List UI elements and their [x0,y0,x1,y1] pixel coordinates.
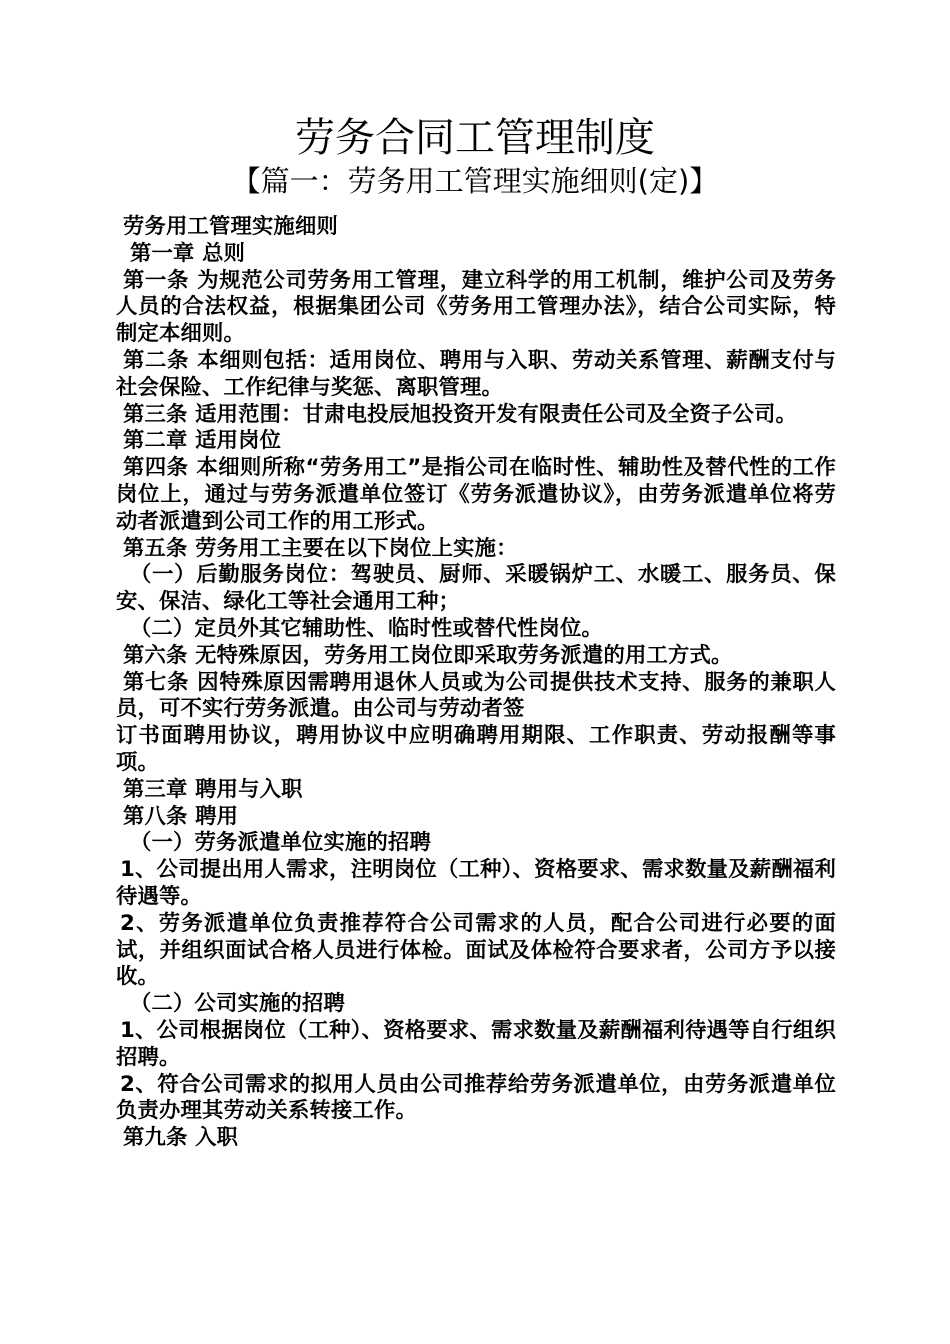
list-item: （二）定员外其它辅助性、临时性或替代性岗位。 [130,615,603,641]
article-paragraph: 第二条 本细则包括：适用岗位、聘用与入职、劳动关系管理、薪酬支付与社会保险、工作纪律与奖惩、离职管理。 [116,347,836,400]
article-heading: 第九条 入职 [123,1125,239,1151]
section-heading: 劳务用工管理实施细则 [123,214,338,239]
list-item: 2、劳务派遣单位负责推荐符合公司需求的人员，配合公司进行必要的面试，并组织面试合格人员进行体检。面试及体检符合要求者，公司方予以接收。 [116,910,836,990]
document-title: 劳务合同工管理制度 [295,115,655,161]
chapter-heading: 第二章 适用岗位 [123,428,282,454]
document-body [116,214,836,1152]
article-paragraph: 第六条 无特殊原因，劳务用工岗位即采取劳务派遣的用工方式。 [123,642,733,668]
article-paragraph: 第三条 适用范围：甘肃电投辰旭投资开发有限责任公司及全资子公司。 [123,401,798,427]
article-paragraph: 第七条 因特殊原因需聘用退休人员或为公司提供技术支持、服务的兼职人员，可不实行劳务派遣。由公司与劳动者签 [116,669,836,722]
article-heading: 第八条 聘用 [123,803,239,829]
article-paragraph: 第一条 为规范公司劳务用工管理，建立科学的用工机制，维护公司及劳务人员的合法权益，根据集团公司《劳务用工管理办法》，结合公司实际，特制定本细则。 [116,267,836,347]
list-item: 1、公司提出用人需求，注明岗位（工种）、资格要求、需求数量及薪酬福利待遇等。 [116,857,836,909]
document-subtitle: 【篇一：劳务用工管理实施细则(定)】 [231,164,719,198]
list-item: （一）后勤服务岗位：驾驶员、厨师、采暖锅炉工、水暖工、服务员、保安、保洁、绿化工等社会通用工种； [116,562,836,615]
list-item: （二）公司实施的招聘 [130,991,345,1017]
list-item: 1、公司根据岗位（工种）、资格要求、需求数量及薪酬福利待遇等自行组织招聘。 [116,1017,836,1070]
article-paragraph: 第四条 本细则所称“劳务用工”是指公司在临时性、辅助性及替代性的工作岗位上，通过与劳务派遣单位签订《劳务派遣协议》，由劳务派遣单位将劳动者派遣到公司工作的用工形式。 [116,455,836,534]
article-paragraph: 订书面聘用协议，聘用协议中应明确聘用期限、工作职责、劳动报酬等事项。 [116,723,836,775]
chapter-heading: 第三章 聘用与入职 [123,776,303,802]
chapter-heading: 第一章 总则 [130,240,246,266]
article-paragraph: 第五条 劳务用工主要在以下岗位上实施： [123,535,518,561]
list-item: （一）劳务派遣单位实施的招聘 [130,830,431,856]
list-item: 2、符合公司需求的拟用人员由公司推荐给劳务派遣单位，由劳务派遣单位负责办理其劳动关系转接工作。 [116,1071,836,1124]
